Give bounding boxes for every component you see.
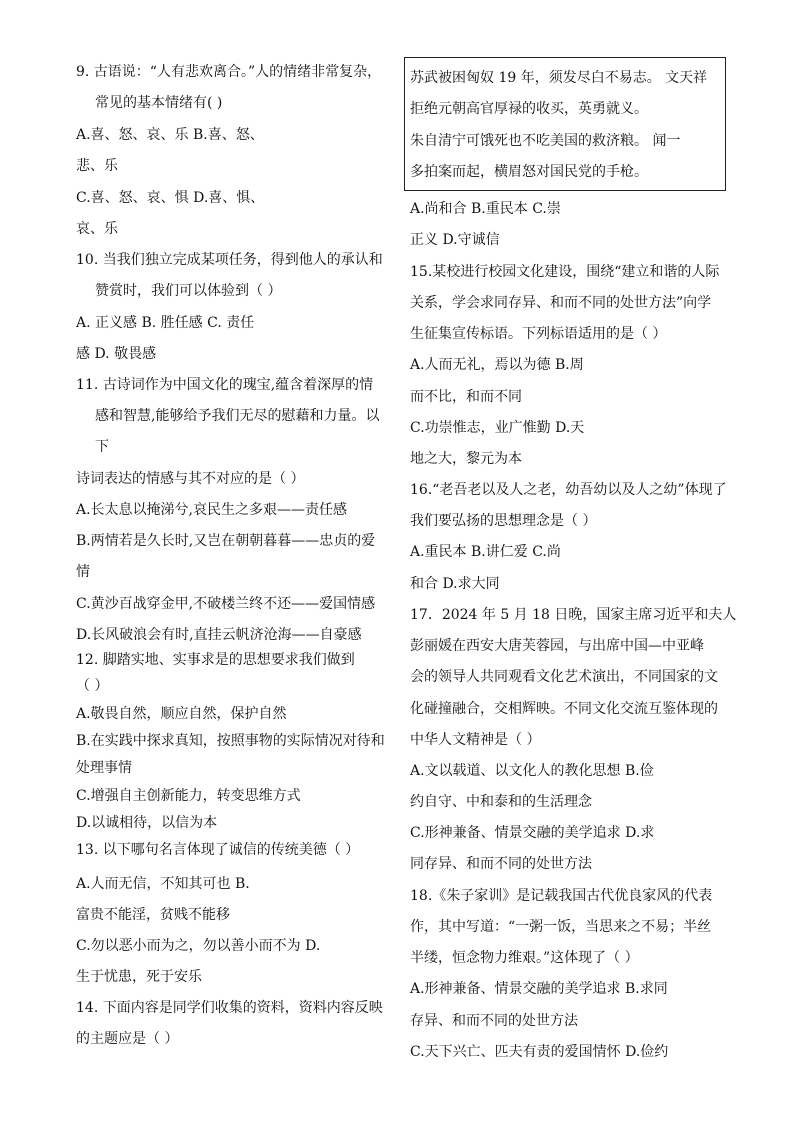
- question-15-stem: 15.某校进行校园文化建设，围绕“建立和谐的人际: [410, 264, 720, 280]
- question-9-option: 悲、乐: [76, 158, 118, 174]
- question-17-stem: 彭丽媛在西安大唐芙蓉园，与出席中国—中亚峰: [410, 638, 704, 654]
- question-17-stem: 会的领导人共同观看文化艺术演出，不同国家的文: [410, 669, 718, 685]
- question-16-option: 和合 D.求大同: [410, 576, 500, 592]
- question-10-option: 感 D. 敬畏感: [76, 346, 157, 362]
- question-9-option: A.喜、怒、哀、乐 B.喜、怒、: [76, 127, 264, 143]
- question-18-option: 存异、和而不同的处世方法: [410, 1013, 578, 1029]
- question-12-stem: 12. 脚踏实地、实事求是的思想要求我们做到: [76, 652, 355, 668]
- question-9-option: C.喜、怒、哀、惧 D.喜、惧、: [76, 190, 265, 206]
- question-14-stem: 14. 下面内容是同学们收集的资料，资料内容反映: [76, 1000, 383, 1016]
- question-17-stem: 中华人文精神是（ ）: [410, 732, 541, 748]
- question-15-option: 地之大，黎元为本: [410, 451, 522, 467]
- question-17-option: 同存异、和而不同的处世方法: [410, 856, 592, 872]
- question-11-stem: 11. 古诗词作为中国文化的瑰宝,蕴含着深厚的情: [76, 377, 374, 393]
- question-18-stem: 作，其中写道：“一粥一饭，当思来之不易；半丝: [410, 919, 712, 935]
- question-16-stem: 我们要弘扬的思想理念是（ ）: [410, 513, 597, 529]
- question-13-option: C.勿以恶小而为之，勿以善小而不为 D.: [76, 938, 321, 954]
- question-15-stem: 生征集宣传标语。下列标语适用的是（ ）: [410, 326, 667, 342]
- question-12-option: A.敬畏自然，顺应自然，保护自然: [76, 706, 287, 722]
- question-15-stem: 关系，学会求同存异、和而不同的处世方法”向学: [410, 295, 712, 311]
- question-12-option: C.增强自主创新能力，转变思维方式: [76, 788, 301, 804]
- question-13-option: 富贵不能淫，贫贱不能移: [76, 907, 230, 923]
- question-11-option: D.长风破浪会有时,直挂云帆济沧海——自豪感: [76, 627, 362, 643]
- question-11-option: A.长太息以掩涕兮,哀民生之多艰——责任感: [76, 502, 348, 518]
- question-16-option: A.重民本 B.讲仁爱 C.尚: [410, 544, 561, 560]
- question-18-stem: 半缕，恒念物力维艰。”这体现了（ ）: [410, 950, 639, 966]
- material-line: 朱自清宁可饿死也不吃美国的救济粮。 闻一: [410, 133, 681, 149]
- question-17-option: C.形神兼备、情景交融的美学追求 D.求: [410, 825, 655, 841]
- question-13-stem: 13. 以下哪句名言体现了诚信的传统美德（ ）: [76, 842, 360, 858]
- question-17-option: A.文以载道、以文化人的教化思想 B.俭: [410, 763, 654, 779]
- question-17-option: 约自守、中和泰和的生活理念: [410, 794, 592, 810]
- question-9-stem: 常见的基本情绪有( ): [95, 95, 223, 111]
- question-9-stem: 9. 古语说：“人有悲欢离合。”人的情绪非常复杂，: [76, 64, 382, 80]
- question-11-stem: 下: [95, 439, 109, 455]
- question-11-stem: 感和智慧,能够给予我们无尽的慰藉和力量。以: [95, 408, 380, 424]
- question-14-option: A.尚和合 B.重民本 C.崇: [410, 201, 561, 217]
- question-12-stem: （ ）: [76, 678, 109, 694]
- question-14-option: 正义 D.守诚信: [410, 232, 500, 248]
- question-12-option: D.以诚相待，以信为本: [76, 815, 218, 831]
- question-11-option: 情: [76, 564, 90, 580]
- question-18-stem: 18.《朱子家训》是记载我国古代优良家风的代表: [410, 888, 713, 904]
- question-11-option: C.黄沙百战穿金甲,不破楼兰终不还——爱国情感: [76, 596, 376, 612]
- question-10-stem: 赞赏时，我们可以体验到（ ）: [95, 283, 282, 299]
- question-15-option: 而不比，和而不同: [410, 389, 522, 405]
- question-18-option: A.形神兼备、情景交融的美学追求 B.求同: [410, 981, 668, 997]
- question-11-option: B.两情若是久长时,又岂在朝朝暮暮——忠贞的爱: [76, 533, 376, 549]
- question-14-stem: 的主题应是（ ）: [76, 1031, 179, 1047]
- question-13-option: 生于忧患，死于安乐: [76, 969, 202, 985]
- question-10-stem: 10. 当我们独立完成某项任务，得到他人的承认和: [76, 252, 383, 268]
- question-17-stem: 化碰撞融合，交相辉映。不同文化交流互鉴体现的: [410, 701, 718, 717]
- question-10-option: A. 正义感 B. 胜任感 C. 责任: [76, 315, 255, 331]
- question-18-option: C.天下兴亡、匹夫有责的爱国情怀 D.俭约: [410, 1044, 669, 1060]
- question-17-stem: 17．2024 年 5 月 18 日晚，国家主席习近平和夫人: [410, 607, 737, 623]
- question-15-option: C.功崇惟志，业广惟勤 D.天: [410, 420, 585, 436]
- question-16-stem: 16.“老吾老以及人之老，幼吾幼以及人之幼”体现了: [410, 482, 727, 498]
- question-11-stem: 诗词表达的情感与其不对应的是（ ）: [76, 471, 305, 487]
- material-line: 拒绝元朝高官厚禄的收买，英勇就义。: [410, 101, 648, 117]
- question-12-option: B.在实践中探求真知，按照事物的实际情况对待和: [76, 733, 385, 749]
- question-13-option: A.人而无信，不知其可也 B.: [76, 876, 250, 892]
- question-12-option: 处理事情: [76, 760, 132, 776]
- material-line: 苏武被困匈奴 19 年，须发尽白不易志。 文天祥: [410, 70, 708, 86]
- question-9-option: 哀、乐: [76, 221, 118, 237]
- material-line: 多拍案而起，横眉怒对国民党的手枪。: [410, 164, 648, 180]
- question-15-option: A.人而无礼，焉以为德 B.周: [410, 357, 584, 373]
